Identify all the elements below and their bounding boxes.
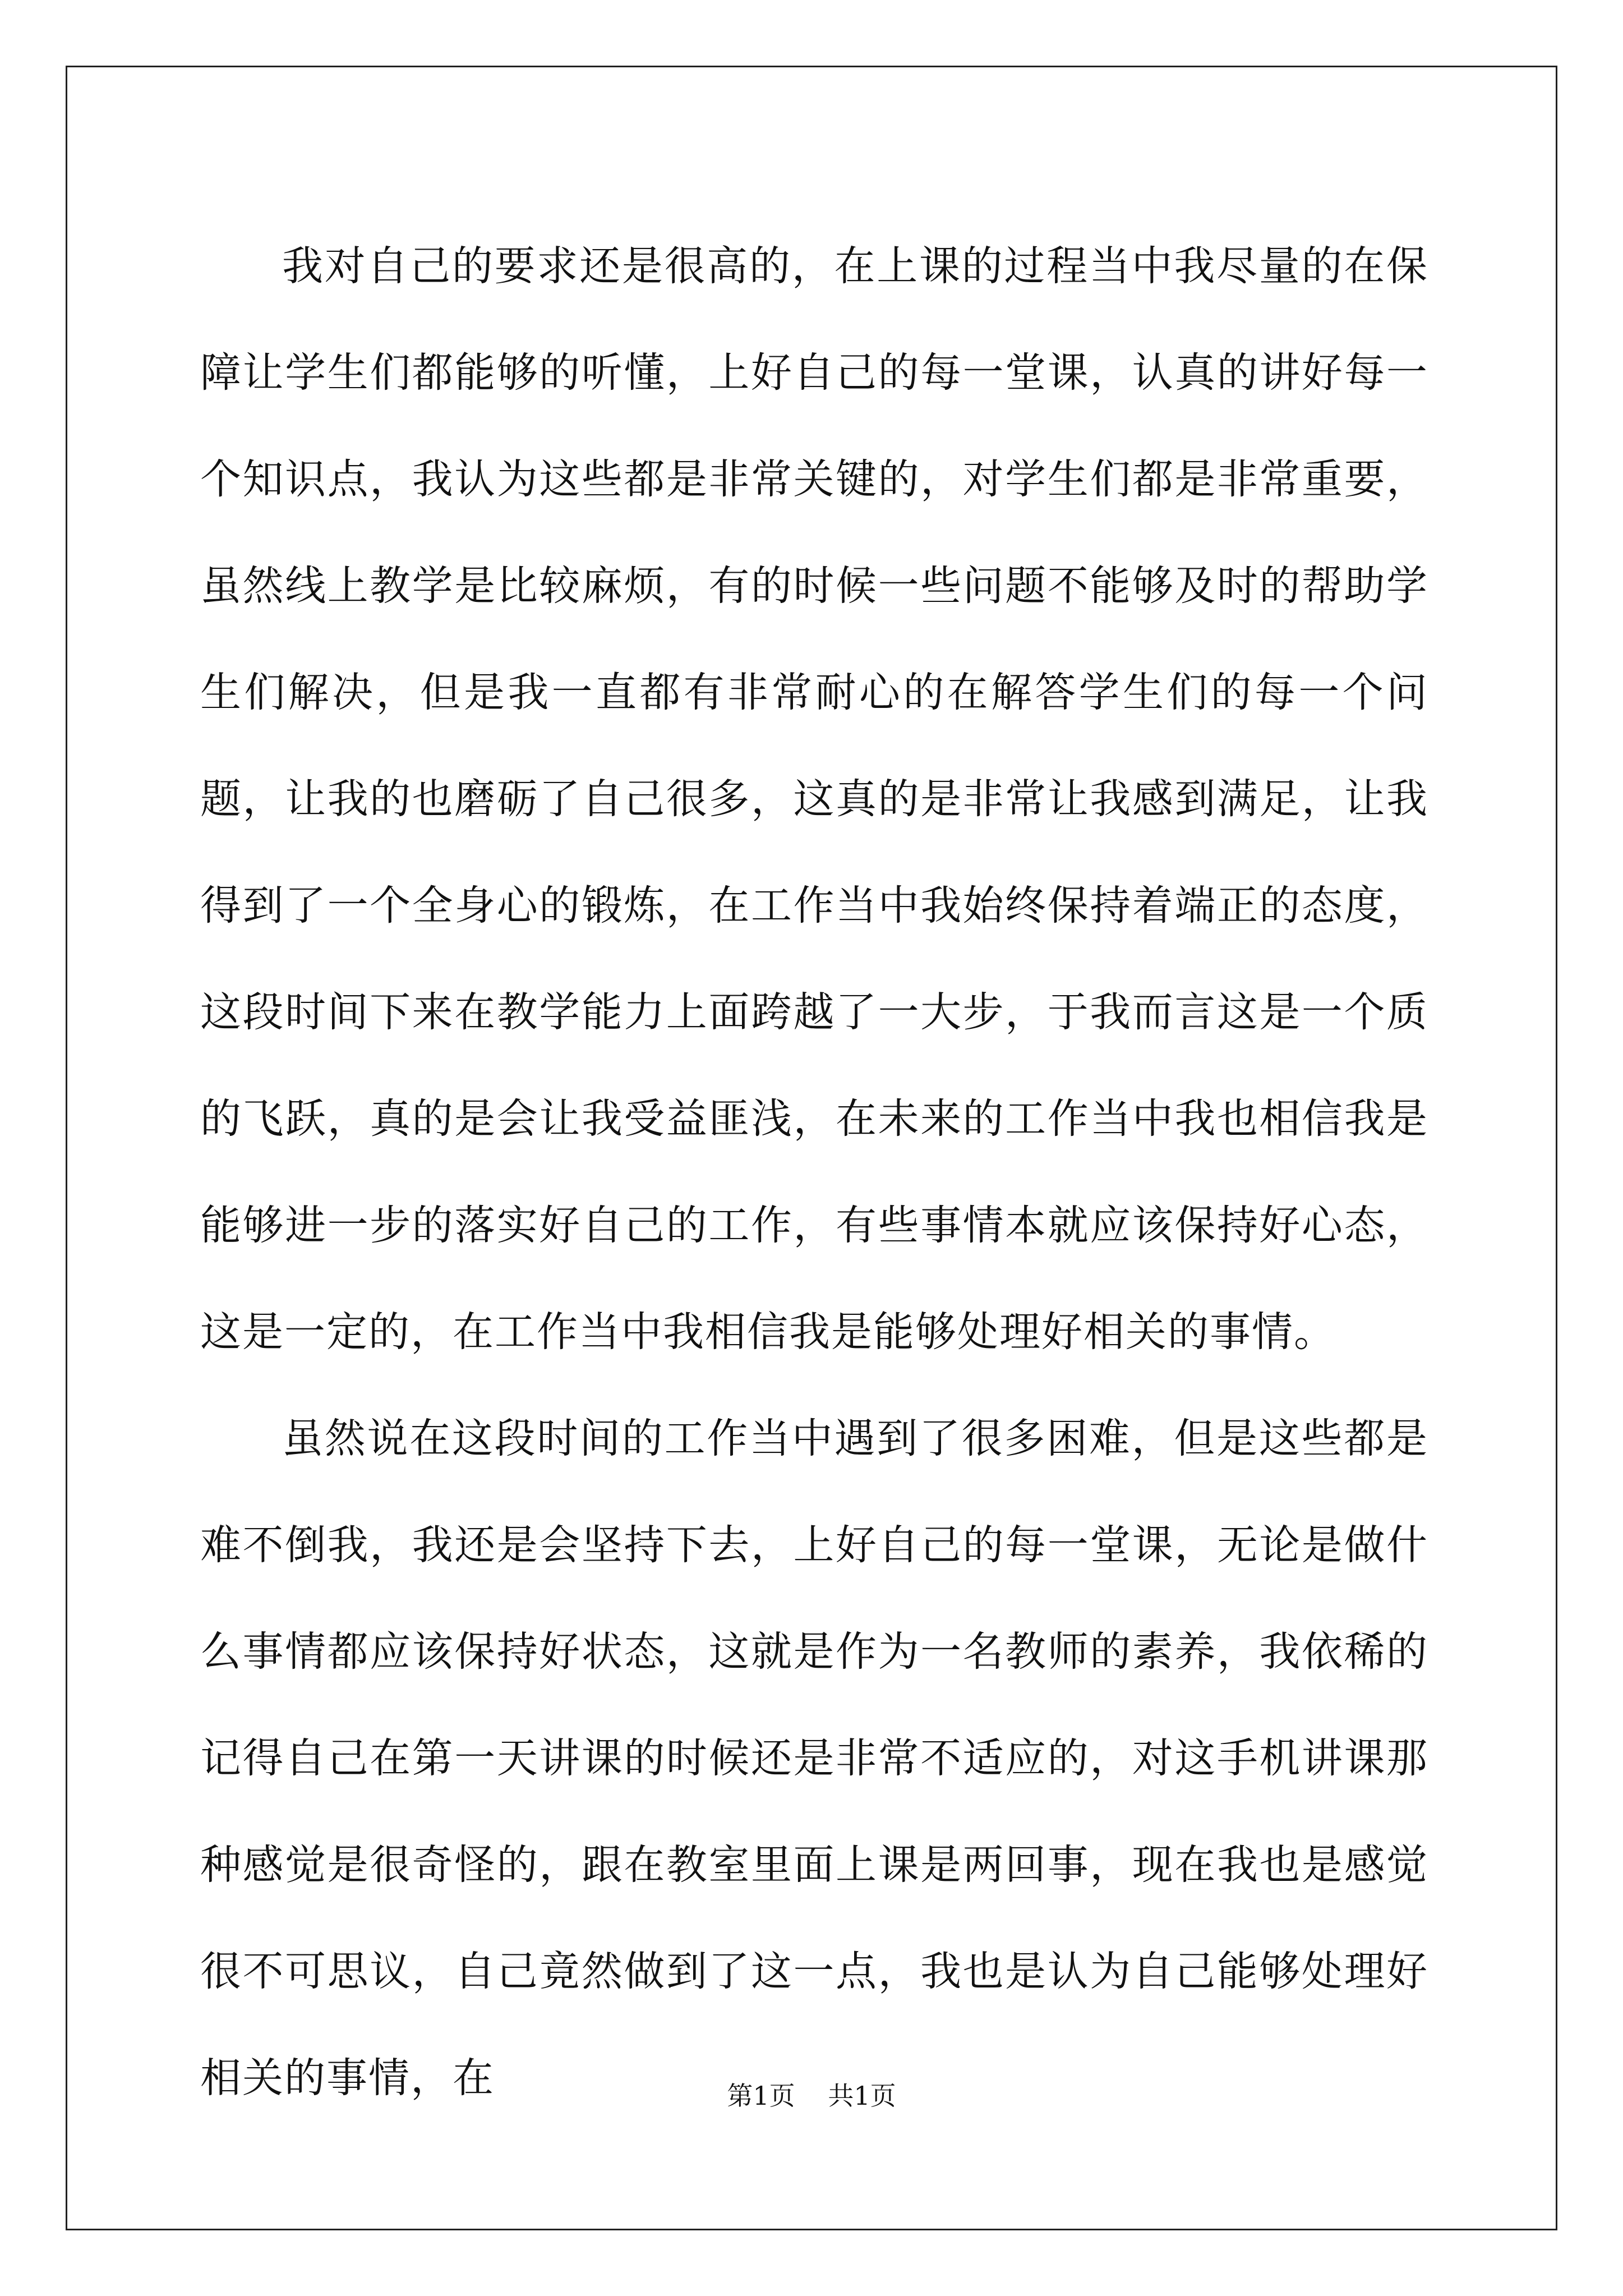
page-footer [0,2076,1623,2113]
paragraph-1: 我对自己的要求还是很高的，在上课的过程当中我尽量的在保障让学生们都能够的听懂，上好自己的每一堂课，认真的讲好每一个知识点，我认为这些都是非常关键的，对学生们都是非常重要，虽然线上教学是比较麻烦，有的时候一些问题不能够及时的帮助学生们解决，但是我一直都有非常耐心的在解答学生们的每一个问题，让我的也磨砺了自己很多，这真的是非常让我感到满足，让我得到了一个全身心的锻炼，在工作当中我始终保持着端正的态度，这段时间下来在教学能力上面跨越了一大步，于我而言这是一个质的飞跃，真的是会让我受益匪浅，在未来的工作当中我也相信我是能够进一步的落实好自己的工作，有些事情本就应该保持好心态，这是一定的，在工作当中我相信我是能够处理好相关的事情。 [200,242,1428,1356]
document-body [200,213,1428,2132]
paragraph-2: 虽然说在这段时间的工作当中遇到了很多困难，但是这些都是难不倒我，我还是会坚持下去，上好自己的每一堂课，无论是做什么事情都应该保持好状态，这就是作为一名教师的素养，我依稀的记得自己在第一天讲课的时候还是非常不适应的，对这手机讲课那种感觉是很奇怪的，跟在教室里面上课是两回事，现在我也是感觉很不可思议，自己竟然做到了这一点，我也是认为自己能够处理好相关的事情，在 [200,1415,1428,2102]
page-number-total: 共1页 [828,2081,896,2111]
page-number-current: 第1页 [727,2081,795,2111]
